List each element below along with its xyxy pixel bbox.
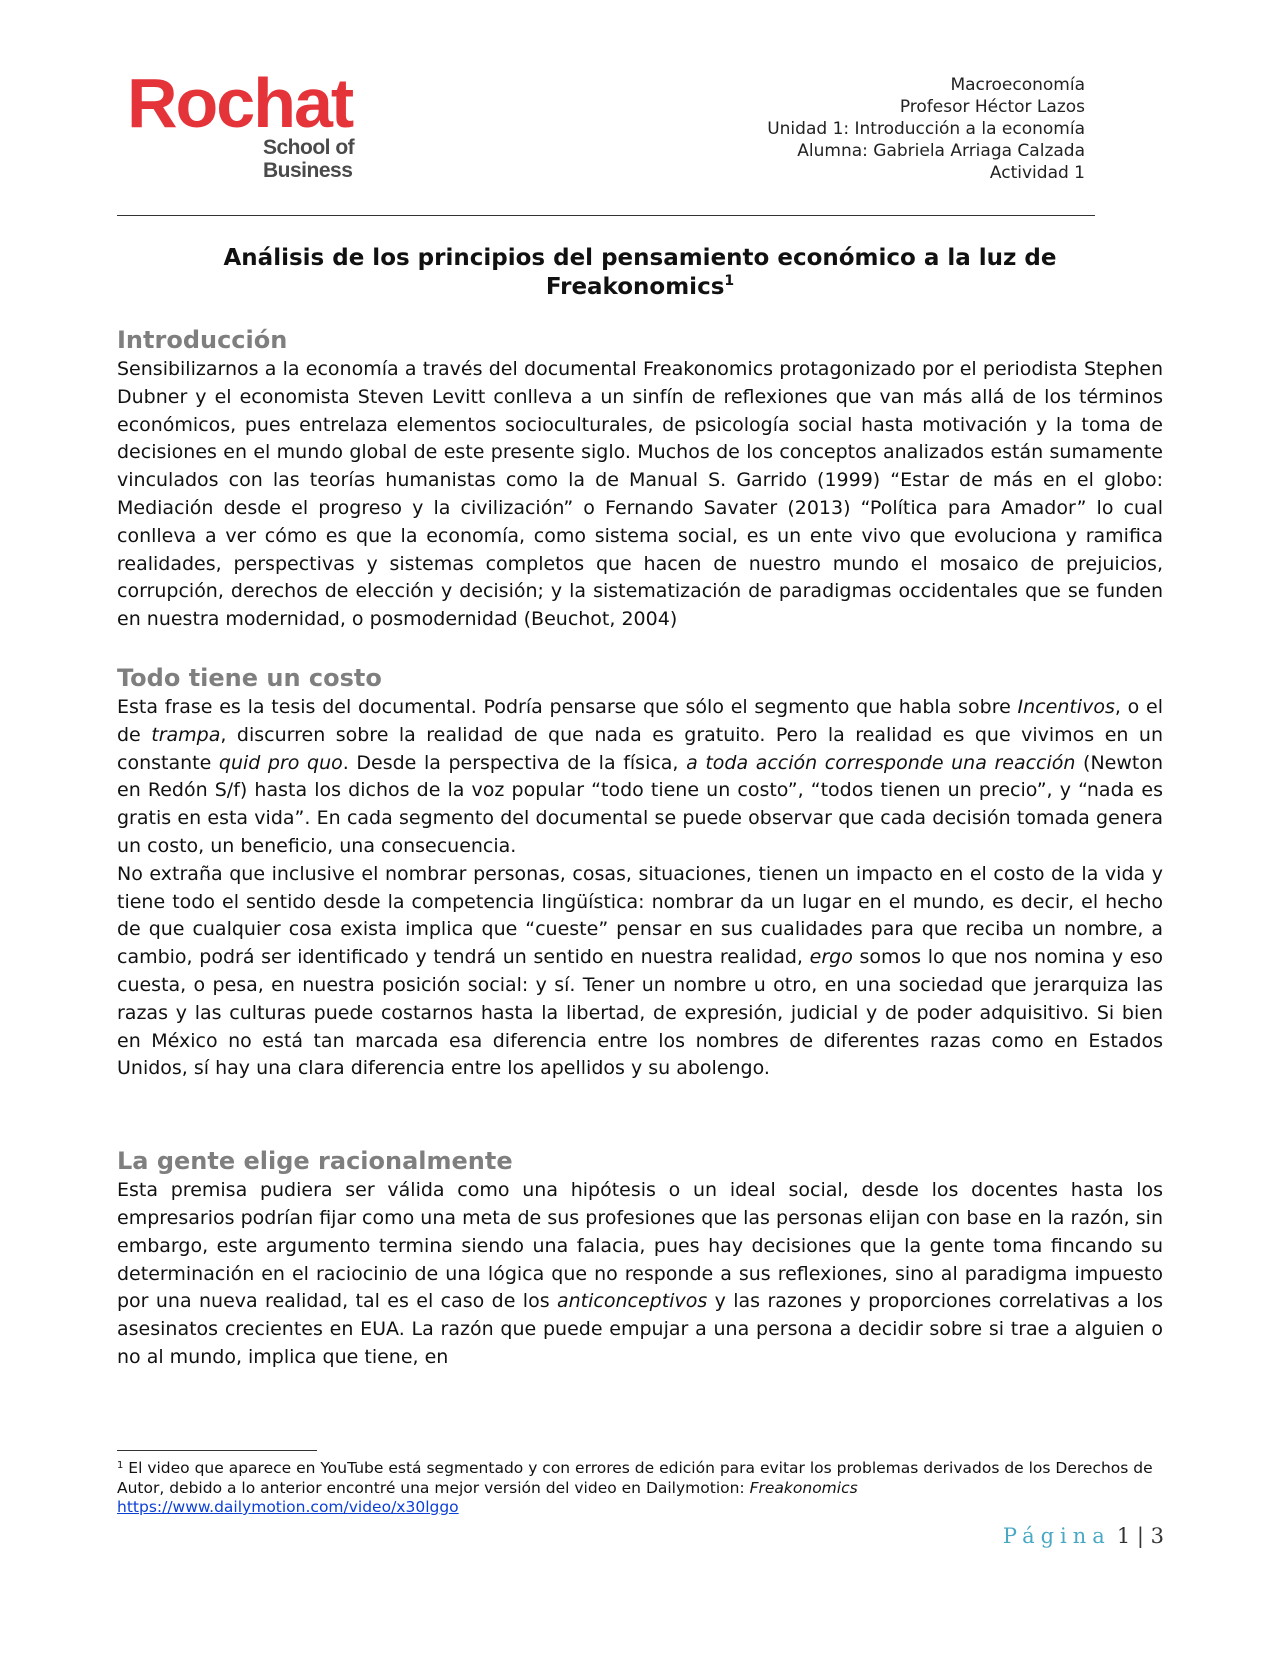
cost-p1-text-a: Esta frase es la tesis del documental. Podría pensarse que sólo el segmento que habla sobre — [117, 695, 1018, 718]
logo-subtitle-line2: Business — [263, 159, 353, 182]
footnote — [117, 1459, 1163, 1518]
page-separator: | — [1130, 1524, 1151, 1548]
intro-paragraph: Sensibilizarnos a la economía a través del documental Freakonomics protagonizado por el periodista Stephen Dubner y el economista Steven Levitt conlleva a un sinfín de reflexiones que van más allá de los términos económicos, pues entrelaza elementos socioculturales, de psicología social hasta motivación y la toma de decisiones en el mundo global de este presente siglo. Muchos de los conceptos analizados están sumamente vinculados con las teorías humanistas como la de Manual S. Garrido (1999) “Estar de más en el globo: Mediación desde el progreso y la civilización” o Fernando Savater (2013) “Política para Amador” lo cual conlleva a ver cómo es que la economía, como sistema social, es un ente vivo que evoluciona y ramifica realidades, perspectivas y sistemas completos que hacen de nuestro mundo el mosaico de prejuicios, corrupción, derechos de elección y decisión; y la sistematización de paradigmas occidentales que se funden en nuestra modernidad, o posmodernidad (Beuchot, 2004) — [117, 358, 1163, 631]
cost-p1-text-i: (Newton en Redón S/f) hasta los dichos de la voz popular “todo tiene un costo”, “todos tienen un precio”, y “nada es gratis en esta vida”. En cada segmento del documental se puede observar que cada decisión tomada genera un costo, un beneficio, una consecuencia. — [117, 751, 1164, 857]
header-info-block — [767, 74, 1085, 184]
document-body — [117, 324, 1163, 1372]
title-footnote-ref[interactable]: 1 — [724, 273, 735, 289]
cost-heading: Todo tiene un costo — [117, 663, 382, 692]
footnote-text: El video que aparece en YouTube está segmentado y con errores de edición para evitar los problemas derivados de los Derechos de Autor, debido a lo anterior encontré una mejor versión del video en Dailymotion: — [117, 1459, 1153, 1497]
header-student: Alumna: Gabriela Arriaga Calzada — [797, 141, 1085, 161]
cost-p1-italic-quid: quid pro quo — [218, 751, 343, 774]
cost-p2-text-a: No extraña que inclusive el nombrar personas, cosas, situaciones, tienen un impacto en el costo de la vida y tiene todo el sentido desde la competencia lingüística: nombrar da un lugar en el mundo, es decir, el hecho de que cualquier cosa exista implica que “cueste” pensar en sus cualidades para que reciba un nombre, a cambio, podrá ser identificado y tendrá un sentido en nuestra realidad, — [117, 862, 1163, 969]
header-course: Macroeconomía — [950, 75, 1085, 95]
logo-subtitle — [263, 136, 354, 182]
cost-p1-text-e: , discurren sobre la realidad de que nada es gratuito. Pero la realidad es que vivimos en un constante — [117, 723, 1163, 774]
document-title — [117, 244, 1163, 302]
title-line1: Análisis de los principios del pensamiento económico a la luz de — [223, 245, 1057, 271]
footnote-divider — [117, 1450, 317, 1451]
page-total: 3 — [1150, 1524, 1164, 1548]
rational-p1-text-c: y las razones y proporciones correlativas a los asesinatos crecientes en EUA. La razón que puede empujar a una persona a decidir sobre si trae a alguien o no al mundo, implica que tiene, en — [117, 1290, 1163, 1368]
header-unit: Unidad 1: Introducción a la economía — [767, 119, 1085, 139]
cost-p1-italic-newton: a toda acción corresponde una reacción — [686, 751, 1076, 774]
cost-paragraph-2 — [117, 861, 1163, 1083]
page-number-footer — [1003, 1524, 1164, 1548]
page-current: 1 — [1116, 1524, 1131, 1548]
rochat-logo — [127, 64, 377, 188]
rational-paragraph — [117, 1177, 1163, 1372]
header-divider — [117, 215, 1095, 216]
footnote-marker: 1 — [117, 1460, 124, 1471]
cost-p1-text-c: , o el de — [117, 695, 1163, 746]
cost-p2-italic-ergo: ergo — [809, 946, 853, 969]
page-label: Página — [1002, 1524, 1111, 1548]
cost-p1-italic-incentivos: Incentivos — [1017, 695, 1115, 718]
cost-p2-text-c: somos lo que nos nomina y eso cuesta, o pesa, en nuestra posición social: y sí. Tener un nombre u otro, en una sociedad que jerarquiza las razas y las culturas puede costarnos hasta la libertad, de expresión, judicial y de poder adquisitivo. Si bien en México no está tan marcada esa diferencia entre los nombres de diferentes razas como en Estados Unidos, sí hay una clara diferencia entre los apellidos y su abolengo. — [117, 946, 1163, 1080]
header-activity: Actividad 1 — [989, 163, 1085, 183]
cost-paragraph-1 — [117, 694, 1163, 861]
title-line2: Freakonomics — [545, 274, 725, 300]
intro-heading: Introducción — [117, 326, 288, 354]
header-professor: Profesor Héctor Lazos — [899, 97, 1085, 117]
cost-p1-text-g: . Desde la perspectiva de la física, — [342, 751, 687, 774]
logo-wordmark: Rochat — [127, 64, 353, 142]
logo-subtitle-line1: School of — [263, 136, 355, 159]
footnote-link[interactable]: https://www.dailymotion.com/video/x30lggo — [117, 1498, 459, 1516]
rational-p1-italic-anticonceptivos: anticonceptivos — [557, 1290, 708, 1313]
cost-p1-italic-trampa: trampa — [151, 723, 221, 746]
footnote-source-title: Freakonomics — [749, 1478, 858, 1497]
rational-p1-text-a: Esta premisa pudiera ser válida como una hipótesis o un ideal social, desde los docentes hasta los empresarios podrían fijar como una meta de sus profesiones que las personas elijan con base en la razón, sin embargo, este argumento termina siendo una falacia, pues hay decisiones que la gente toma fincando su determinación en el raciocinio de una lógica que no responde a sus reflexiones, sino al paradigma impuesto por una nueva realidad, tal es el caso de los — [117, 1179, 1163, 1313]
rational-heading: La gente elige racionalmente — [117, 1147, 513, 1176]
